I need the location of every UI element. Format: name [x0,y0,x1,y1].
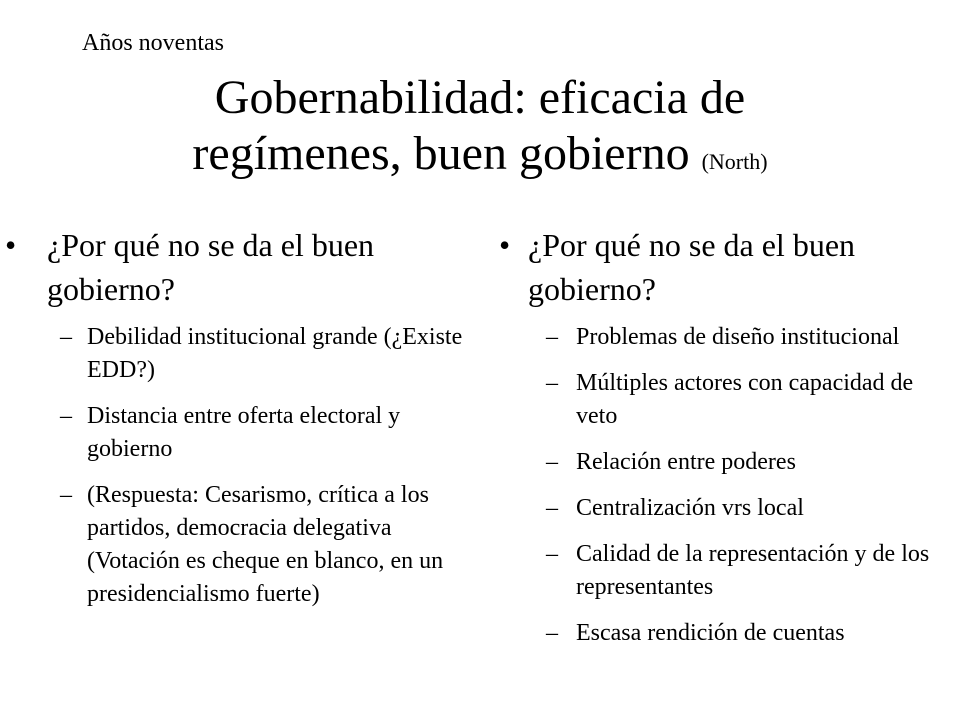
left-sub-item: – Distancia entre oferta electoral y gobierno [0,400,470,466]
slide-overline: Años noventas [82,30,224,56]
slide-title [40,70,920,190]
right-sub-item: – Calidad de la representación y de los representantes [480,538,955,604]
dash-marker: – [60,482,72,508]
dash-marker: – [60,403,72,429]
right-bullet-text: ¿Por qué no se da el buen gobierno? [528,227,856,307]
right-sub-item: – Relación entre poderes [480,446,955,479]
right-sub-item: – Centralización vrs local [480,492,955,525]
right-sub-item: – Múltiples actores con capacidad de veto [480,367,955,433]
dash-marker: – [546,370,558,396]
right-bullet [480,223,955,311]
left-sub-item: – Debilidad institucional grande (¿Existe EDD?) [0,321,470,387]
title-line-2 [40,126,920,190]
bullet-dot: • [5,227,17,263]
right-sub-item: – Problemas de diseño institucional [480,321,955,354]
left-column [0,223,470,624]
title-line-2-text: regímenes, buen gobierno [192,127,690,180]
dash-marker: – [546,324,558,350]
right-column [480,223,955,663]
left-sub-item: – (Respuesta: Cesarismo, crítica a los partidos, democracia delegativa (Votación es cheque en blanco, en un presidencialismo fuerte) [0,479,470,611]
title-line-1: Gobernabilidad: eficacia de [214,71,746,124]
left-bullet-text: ¿Por qué no se da el buen gobierno? [47,227,375,307]
dash-marker: – [546,541,558,567]
dash-marker: – [60,324,72,350]
right-sub-list [480,321,955,650]
right-sub-item: – Escasa rendición de cuentas [480,617,955,650]
dash-marker: – [546,620,558,646]
dash-marker: – [546,495,558,521]
left-sub-list [0,321,470,611]
dash-marker: – [546,449,558,475]
title-note: (North) [701,149,768,174]
left-bullet [0,223,470,311]
bullet-dot: • [499,227,511,263]
